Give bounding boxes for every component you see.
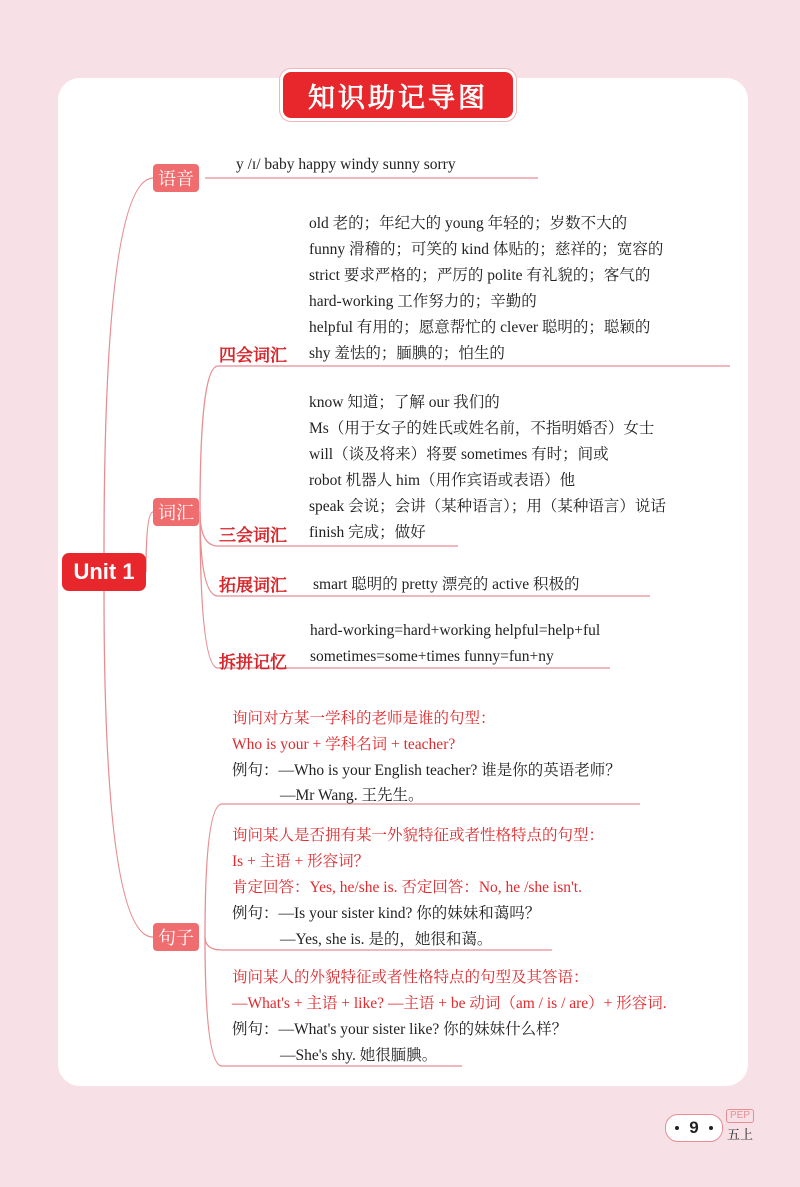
split-line: hard-working=hard+working helpful=help+ful <box>310 622 601 639</box>
dot-right <box>709 1126 713 1130</box>
connector-root-phonics <box>104 178 153 553</box>
three-skill-line: Ms（用于女子的姓氏或姓名前，不指明婚否）女士 <box>309 420 655 437</box>
sentence-pattern: Who is your + 学科名词 + teacher? <box>232 736 456 753</box>
category-vocab <box>153 498 199 526</box>
example-question: 例句：—Who is your English teacher? 谁是你的英语老师？ <box>232 762 621 779</box>
category-phonics-label: 语音 <box>158 169 194 190</box>
connector-root-sentences <box>104 591 153 937</box>
sentence-pattern-title: 询问某人的外貌特征或者性格特点的句型及其答语： <box>232 969 589 986</box>
edition-bottom: 五上 <box>726 1128 753 1143</box>
dot-left <box>675 1126 679 1130</box>
edition-top: PEP <box>726 1109 754 1123</box>
root-label: Unit 1 <box>73 559 135 584</box>
sentence-pattern-title: 询问某人是否拥有某一外貌特征或者性格特点的句型： <box>232 827 605 844</box>
category-phonics <box>153 164 199 192</box>
example-answer: —Mr Wang. 王先生。 <box>280 787 424 804</box>
connector-vocab-four <box>200 366 730 512</box>
example-answer: —She's shy. 她很腼腆。 <box>280 1047 438 1064</box>
root-node <box>62 553 146 591</box>
sentence-pattern-title: 询问对方某一学科的老师是谁的句型： <box>232 710 496 727</box>
category-sentences-label: 句子 <box>158 928 194 949</box>
three-skill-line: know 知道；了解 our 我们的 <box>309 394 500 411</box>
four-skill-line: funny 滑稽的；可笑的 kind 体贴的；慈祥的；宽容的 <box>309 241 664 258</box>
connector-root-vocab <box>146 512 153 572</box>
edition-badge <box>726 1109 754 1143</box>
sentence-answers: 肯定回答：Yes, he/she is. 否定回答：No, he /she isn't. <box>232 879 582 896</box>
phonics-line: y /ɪ/ baby happy windy sunny sorry <box>236 156 456 173</box>
page-number-badge <box>665 1114 723 1142</box>
example-question: 例句：—Is your sister kind? 你的妹妹和蔼吗？ <box>232 905 541 922</box>
page-number: 9 <box>689 1118 699 1137</box>
three-skill-line: robot 机器人 him（用作宾语或表语）他 <box>309 472 576 489</box>
subgroup-three-skill-label: 三会词汇 <box>219 526 287 546</box>
sentence-pattern: —What's + 主语 + like? —主语 + be 动词（am / is / are）+ 形容词. <box>232 995 667 1012</box>
page-title: 知识助记导图 <box>308 82 488 114</box>
four-skill-line: helpful 有用的；愿意帮忙的 clever 聪明的；聪颖的 <box>309 319 651 336</box>
subgroup-extended-label: 拓展词汇 <box>219 576 287 596</box>
category-sentences <box>153 923 199 951</box>
extended-line: smart 聪明的 pretty 漂亮的 active 积极的 <box>313 576 580 593</box>
three-skill-line: speak 会说；会讲（某种语言）；用（某种语言）说话 <box>309 498 666 515</box>
split-line: sometimes=some+times funny=fun+ny <box>310 648 554 665</box>
sentence-pattern: Is + 主语 + 形容词？ <box>232 853 370 870</box>
four-skill-line: hard-working 工作努力的；辛勤的 <box>309 293 537 310</box>
category-vocab-label: 词汇 <box>158 503 194 524</box>
example-question: 例句：—What's your sister like? 你的妹妹什么样？ <box>232 1021 568 1038</box>
four-skill-line: old 老的；年纪大的 young 年轻的；岁数不大的 <box>309 215 628 232</box>
three-skill-line: will（谈及将来）将要 sometimes 有时；间或 <box>309 446 609 463</box>
four-skill-line: strict 要求严格的；严厉的 polite 有礼貌的；客气的 <box>309 267 651 284</box>
subgroup-split-label: 拆拼记忆 <box>219 653 287 673</box>
example-answer: —Yes, she is. 是的，她很和蔼。 <box>280 931 493 948</box>
four-skill-line: shy 羞怯的；腼腆的；怕生的 <box>309 345 505 362</box>
subgroup-four-skill-label: 四会词汇 <box>219 346 287 366</box>
three-skill-line: finish 完成；做好 <box>309 524 426 541</box>
